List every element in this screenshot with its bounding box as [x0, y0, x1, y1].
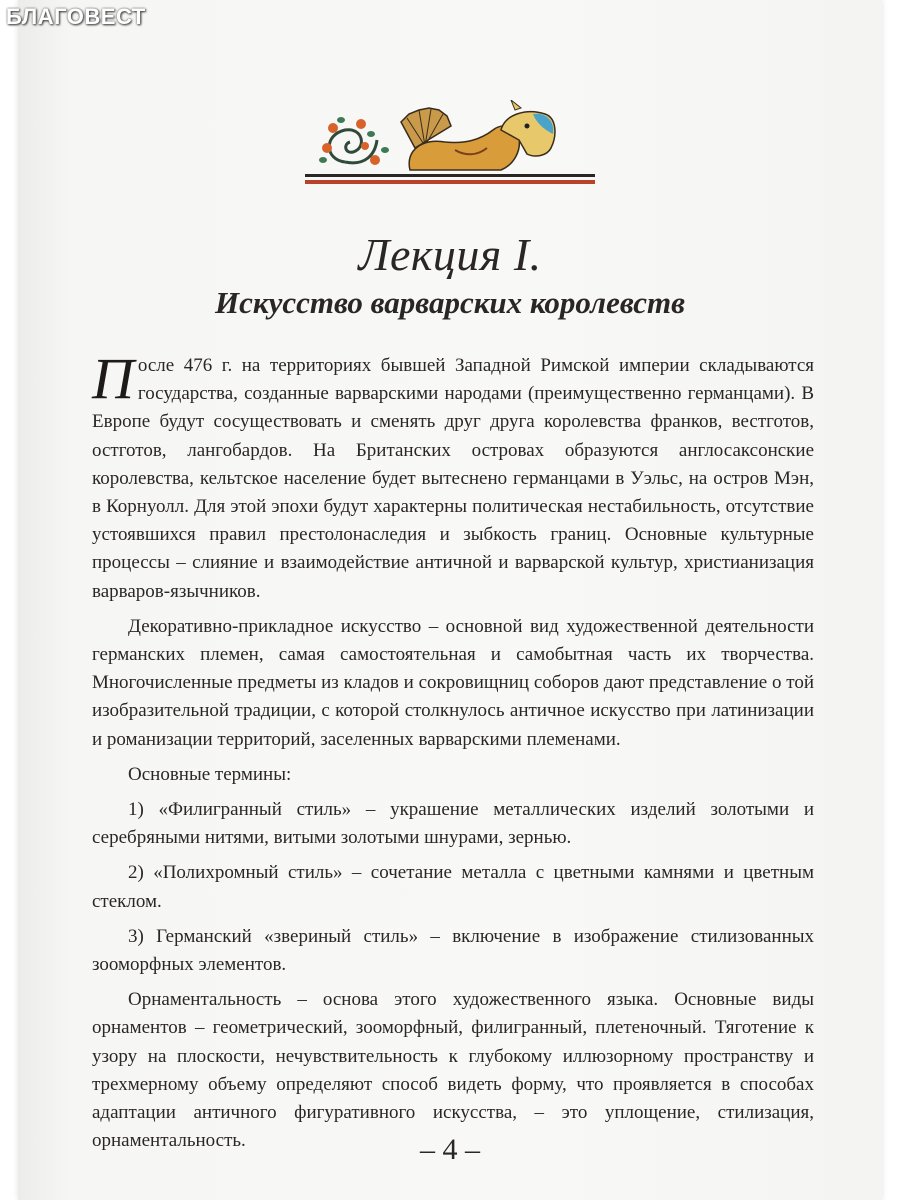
paragraph-text: осле 476 г. на территориях бывшей Западной Римской империи складываются государства, созданные варварскими народами (преимущественно германцами). В Европе будут сосуществовать и сменять друг друга королевства франков, вестготов, остготов, лангобардов. На Британских островах образуются англосаксонские королевства, кельтское население будет вытеснено германцами в Уэльс, на остров Мэн, в Корнуолл. Для этой эпохи будут характерны политическая нестабильность, отсутствие устоявшихся правил престолонаследия и зыбкость границ. Основные культурные процессы – слияние и взаимодействие античной и варварской культур, христианизация варваров-язычников.: [92, 355, 814, 602]
paragraph: 2) «Полихромный стиль» – сочетание металла с цветными камнями и цветным стеклом.: [92, 862, 814, 912]
lecture-subtitle: Искусство варварских королевств: [215, 285, 685, 320]
page-number: – 4 –: [420, 1133, 480, 1166]
lecture-title: Лекция I.: [358, 229, 542, 280]
drop-cap: П: [92, 346, 134, 411]
paragraph: 3) Германский «звериный стиль» – включение в изображение стилизованных зооморфных элементов.: [92, 925, 814, 976]
paragraph: Орнаментальность – основа этого художественного языка. Основные виды орнаментов – геометрический, зооморфный, филигранный, плетеночный. Тяготение к узору на плоскости, нечувствительность к глубокому иллюзорному пространству и трехмерному объему определяют способ видеть форму, что проявляется в способах адаптации античного фигуративного искусства, – это уплощение, стилизация, орнаментальность.: [92, 989, 814, 1152]
ornament-vignette-icon: [305, 100, 595, 190]
paragraph: Основные термины:: [128, 763, 292, 785]
paragraph: Декоративно-прикладное искусство – основной вид художественной деятельности германских племен, самая самостоятельная и самобытная часть их творчества. Многочисленные предметы из кладов и сокровищниц соборов дают представление о той изобразительной традиции, с которой столкнулось античное искусство при латинизации и романизации территорий, заселенных варварскими племенами.: [92, 615, 814, 750]
paragraph: [92, 346, 814, 606]
body-text: [92, 346, 814, 1162]
paragraph: 1) «Филигранный стиль» – украшение металлических изделий золотыми и серебряными нитями, витыми золотыми шнурами, зернью.: [92, 799, 814, 849]
watermark-logo: БЛАГОВЕСТ: [6, 4, 146, 29]
